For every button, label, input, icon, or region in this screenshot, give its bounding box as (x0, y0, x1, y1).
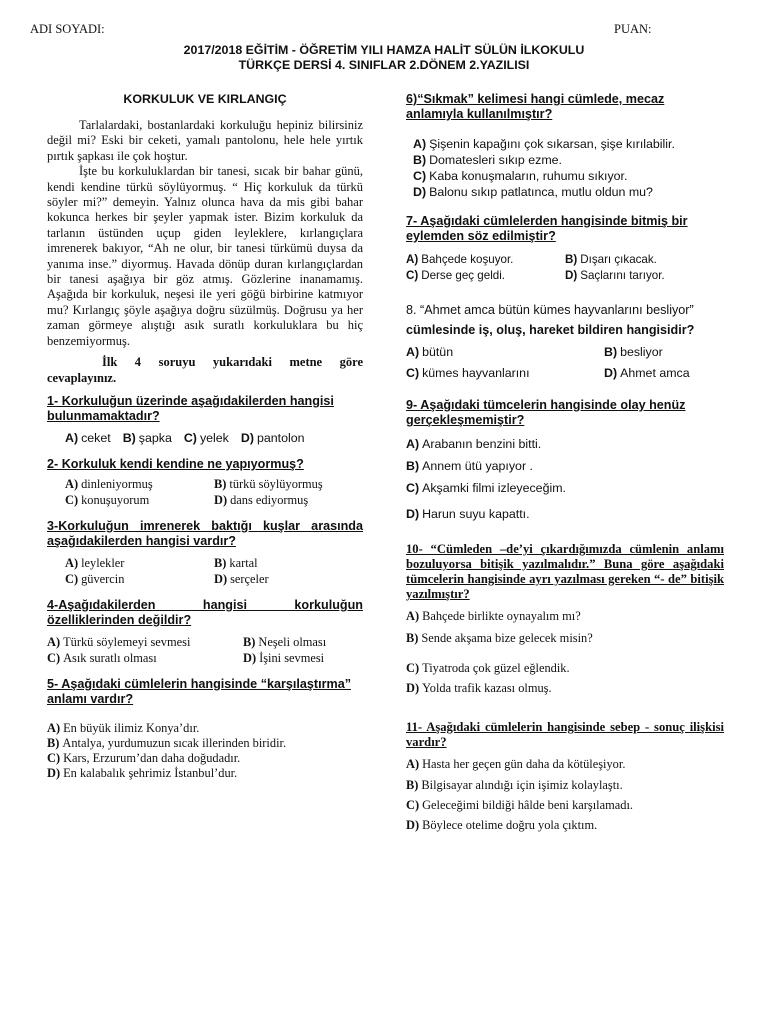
option-letter: A) (406, 437, 420, 451)
option-letter: C) (47, 750, 61, 765)
option-letter: C) (406, 798, 420, 812)
option-text: güvercin (81, 571, 125, 586)
option-letter: B) (406, 778, 419, 792)
option-letter: A) (47, 720, 61, 735)
option-d[interactable] (214, 571, 363, 587)
option-letter: C) (65, 492, 79, 507)
option-d[interactable] (565, 268, 724, 284)
option-text: Annem ütü yapıyor . (422, 459, 533, 473)
option-a[interactable] (406, 756, 724, 772)
option-text: Neşeli olması (258, 634, 327, 649)
question-stem: 7- Aşağıdaki cümlelerden hangisinde bitmiş bir eylemden söz edilmiştir? (406, 214, 688, 243)
score-label: PUAN: (614, 22, 652, 36)
name-label: ADI SOYADI: (30, 22, 105, 36)
option-d[interactable] (406, 817, 724, 833)
option-letter: B) (122, 430, 136, 445)
option-letter: D) (214, 492, 228, 507)
option-text: Kaba konuşmaların, ruhumu sıkıyor. (429, 169, 628, 183)
question-2 (47, 457, 363, 508)
option-a[interactable] (406, 252, 565, 268)
option-text: Şişenin kapağını çok sıkarsan, şişe kırılabilir. (429, 137, 675, 151)
option-text: dinleniyormuş (81, 476, 153, 491)
option-c[interactable] (406, 660, 724, 676)
question-5 (47, 677, 363, 781)
option-c[interactable] (65, 492, 214, 508)
options (406, 436, 724, 522)
option-c[interactable] (47, 650, 243, 666)
option-letter: A) (406, 609, 420, 623)
option-text: yelek (199, 430, 229, 445)
option-text: bütün (422, 345, 454, 359)
story-title: KORKULUK VE KIRLANGIÇ (123, 92, 287, 106)
option-text: kartal (229, 555, 258, 570)
option-letter: A) (406, 253, 419, 266)
option-b[interactable] (123, 430, 172, 446)
options (47, 555, 363, 587)
option-letter: A) (65, 430, 79, 445)
option-letter: C) (47, 650, 61, 665)
options (47, 634, 363, 666)
option-text: En büyük ilimiz Konya’dır. (63, 720, 200, 735)
option-letter: B) (47, 735, 60, 750)
question-stem: 4-Aşağıdakilerden hangisi korkuluğun özelliklerinden değildir? (47, 597, 363, 627)
option-b[interactable] (406, 630, 724, 646)
options (406, 136, 724, 200)
left-column (47, 92, 363, 792)
option-text: serçeler (230, 571, 269, 586)
question-stem-bold: cümlesinde iş, oluş, hareket bildiren hangisidir? (406, 323, 695, 337)
option-letter: B) (565, 253, 578, 266)
option-text: pantolon (256, 430, 305, 445)
option-c[interactable] (65, 571, 214, 587)
option-d[interactable] (413, 184, 724, 200)
option-text: Böylece otelime doğru yola çıktım. (422, 818, 598, 832)
option-b[interactable] (243, 634, 363, 650)
option-letter: D) (604, 366, 618, 380)
option-text: Balonu sıkıp patlatınca, mutlu oldun mu? (429, 185, 653, 199)
option-letter: D) (406, 507, 420, 521)
option-text: Bahçede koşuyor. (421, 253, 514, 266)
options (406, 342, 724, 384)
option-letter: B) (413, 153, 427, 167)
option-text: En kalabalık şehrimiz İstanbul’dur. (63, 765, 238, 780)
options (47, 721, 363, 781)
option-letter: C) (406, 366, 420, 380)
option-text: Türkü söylemeyi sevmesi (63, 634, 191, 649)
option-letter: D) (240, 430, 254, 445)
option-d[interactable] (243, 650, 363, 666)
option-letter: D) (406, 818, 420, 832)
option-c[interactable] (406, 797, 724, 813)
option-a[interactable] (65, 555, 214, 571)
option-text: Sende akşama bize gelecek misin? (421, 631, 593, 645)
question-7 (406, 214, 724, 284)
question-3 (47, 519, 363, 587)
option-text: leylekler (81, 555, 125, 570)
option-letter: A) (65, 476, 79, 491)
question-stem: 2- Korkuluk kendi kendine ne yapıyormuş? (47, 456, 304, 471)
option-letter: C) (183, 430, 197, 445)
option-c[interactable] (406, 363, 604, 384)
option-letter: A) (406, 345, 420, 359)
option-text: dans ediyormuş (230, 492, 309, 507)
story-text (47, 118, 363, 349)
option-b[interactable] (604, 342, 724, 363)
question-stem: 6)“Sıkmak” kelimesi hangi cümlede, mecaz anlamıyla kullanılmıştır? (406, 92, 665, 121)
option-letter: C) (413, 169, 427, 183)
question-stem-quote: 8. “Ahmet amca bütün kümes hayvanlarını besliyor” (406, 303, 694, 317)
question-stem: 11- Aşağıdaki cümlelerin hangisinde sebep - sonuç ilişkisi vardır? (406, 720, 724, 749)
question-9 (406, 398, 724, 522)
question-10 (406, 542, 724, 696)
question-8 (406, 300, 724, 384)
exam-title-line1: 2017/2018 EĞİTİM - ÖĞRETİM YILI HAMZA HALİT SÜLÜN İLKOKULU (183, 43, 585, 57)
question-stem: 5- Aşağıdaki cümlelerin hangisinde “karşılaştırma” anlamı vardır? (47, 676, 351, 706)
option-text: konuşuyorum (81, 492, 150, 507)
option-letter: A) (47, 634, 61, 649)
option-a[interactable] (47, 634, 243, 650)
options (47, 430, 363, 446)
option-letter: B) (214, 555, 227, 570)
option-text: Asık suratlı olması (63, 650, 157, 665)
option-d[interactable] (604, 363, 724, 384)
option-text: Geleceğimi bildiği hâlde beni karşılamadı. (422, 798, 633, 812)
option-text: Kars, Erzurum’dan daha doğudadır. (63, 750, 241, 765)
option-letter: B) (406, 631, 419, 645)
option-text: Ahmet amca (620, 366, 690, 380)
option-letter: B) (214, 476, 227, 491)
option-text: Domatesleri sıkıp ezme. (429, 153, 562, 167)
option-text: kümes hayvanlarını (422, 366, 530, 380)
options (47, 476, 363, 508)
option-text: türkü söylüyormuş (229, 476, 323, 491)
option-text: Arabanın benzini bitti. (422, 437, 542, 451)
options (406, 608, 724, 696)
option-text: ceket (81, 430, 111, 445)
option-text: Hasta her geçen gün daha da kötüleşiyor. (422, 757, 626, 771)
option-letter: A) (65, 555, 79, 570)
option-letter: B) (406, 459, 420, 473)
option-letter: C) (406, 481, 420, 495)
option-letter: C) (406, 661, 420, 675)
option-text: Yolda trafik kazası olmuş. (422, 681, 552, 695)
option-text: Akşamki filmi izleyeceğim. (422, 481, 566, 495)
story-paragraph-2: İşte bu korkuluklardan bir tanesi, sıcak bir bahar günü, kendi kendine türkü söylüyormuş. “ Hiç korkuluk da türkü söyler mi?” demeyin. Yalnız olunca hava da mis gibi bahar kokunca herkes bir şeyler yapmak ister. Bizim korkuluk da tarlanın üstünden uçup giden leyleklere, kırlangıçlara imrenerek bakıyor, “Ah ne olur, bir tanesi türkümü duysa da yanıma inse.” diyormuş. Havada dönüp duran kırlangıçlardan bir tanesi aşağıya bir göz atmış. Gözlerine inanamamış. Aşağıda bir korkuluk, neşesi ile yeri göğü birbirine katmıyor mu? Kırlangıç şöyle aşağıya doğru süzülmüş. Doğrusu ya her zaman görmeye alıştığı asık suratlı korkuluklara bu hiç benzemiyormuş. (47, 164, 363, 348)
option-letter: D) (243, 650, 257, 665)
option-d[interactable] (214, 492, 363, 508)
option-b[interactable] (413, 152, 724, 168)
story-paragraph-1: Tarlalardaki, bostanlardaki korkuluğu hepiniz bilirsiniz değil mi? Eski bir ceketi, yamalı pantolonu, hele hele yırtık pırtık şapkası ile çok hoştur. (47, 118, 363, 163)
question-stem: 9- Aşağıdaki tümcelerin hangisinde olay henüz gerçekleşmemiştir? (406, 398, 686, 427)
option-d[interactable] (47, 766, 363, 781)
question-stem: 1- Korkuluğun üzerinde aşağıdakilerden hangisi bulunmamaktadır? (47, 393, 334, 423)
option-b[interactable] (214, 476, 363, 492)
question-6 (406, 92, 724, 200)
option-a[interactable] (406, 342, 604, 363)
option-letter: D) (214, 571, 228, 586)
option-b[interactable] (406, 458, 724, 474)
option-text: Saçlarını tarıyor. (580, 269, 665, 282)
option-c[interactable] (184, 430, 229, 446)
question-4 (47, 598, 363, 666)
option-b[interactable] (406, 777, 724, 793)
option-text: besliyor (620, 345, 663, 359)
exam-title (0, 43, 768, 73)
option-a[interactable] (406, 436, 724, 452)
option-a[interactable] (47, 721, 363, 736)
options (406, 756, 724, 833)
right-column (406, 92, 724, 844)
instruction-note: İlk 4 soruyu yukarıdaki metne göre cevaplayınız. (47, 355, 363, 385)
option-letter: C) (65, 571, 79, 586)
option-letter: A) (406, 757, 420, 771)
option-text: Tiyatroda çok güzel eğlendik. (422, 661, 570, 675)
option-letter: D) (413, 185, 427, 199)
option-letter: B) (243, 634, 256, 649)
option-a[interactable] (413, 136, 724, 152)
question-stem: 10- “Cümleden –de’yi çıkardığımızda cümlenin anlamı bozuluyorsa bitişik yazılmalıdır.” Buna göre aşağıdaki tümcelerin hangisinde ayrı yazılması gereken “- de” bitişik yazılmıştır? (406, 542, 724, 601)
option-b[interactable] (47, 736, 363, 751)
option-letter: A) (413, 137, 427, 151)
option-a[interactable] (406, 608, 724, 624)
option-letter: D) (406, 681, 420, 695)
question-11 (406, 720, 724, 833)
option-letter: B) (604, 345, 618, 359)
exam-title-line2: TÜRKÇE DERSİ 4. SINIFLAR 2.DÖNEM 2.YAZILISI (238, 58, 530, 72)
option-text: Dışarı çıkacak. (580, 253, 657, 266)
question-stem: 3-Korkuluğun imrenerek baktığı kuşlar arasında aşağıdakilerden hangisi vardır? (47, 518, 363, 548)
option-c[interactable] (406, 268, 565, 284)
option-text: şapka (138, 430, 172, 445)
option-d[interactable] (406, 506, 724, 522)
option-text: Bahçede birlikte oynayalım mı? (422, 609, 581, 623)
option-text: Derse geç geldi. (421, 269, 506, 282)
option-d[interactable] (241, 430, 305, 446)
option-letter: D) (47, 765, 61, 780)
option-b[interactable] (565, 252, 724, 268)
option-text: Antalya, yurdumuzun sıcak illerinden biridir. (62, 735, 287, 750)
options (406, 252, 724, 284)
question-1 (47, 394, 363, 446)
option-d[interactable] (406, 680, 724, 696)
question-stem (406, 300, 724, 340)
option-b[interactable] (214, 555, 363, 571)
option-c[interactable] (406, 480, 724, 496)
option-a[interactable] (65, 476, 214, 492)
option-c[interactable] (413, 168, 724, 184)
option-letter: D) (565, 269, 578, 282)
option-text: İşini sevmesi (259, 650, 325, 665)
option-a[interactable] (65, 430, 111, 446)
option-c[interactable] (47, 751, 363, 766)
option-text: Bilgisayar alındığı için işimiz kolaylaştı. (421, 778, 623, 792)
option-letter: C) (406, 269, 419, 282)
option-text: Harun suyu kapattı. (422, 507, 530, 521)
